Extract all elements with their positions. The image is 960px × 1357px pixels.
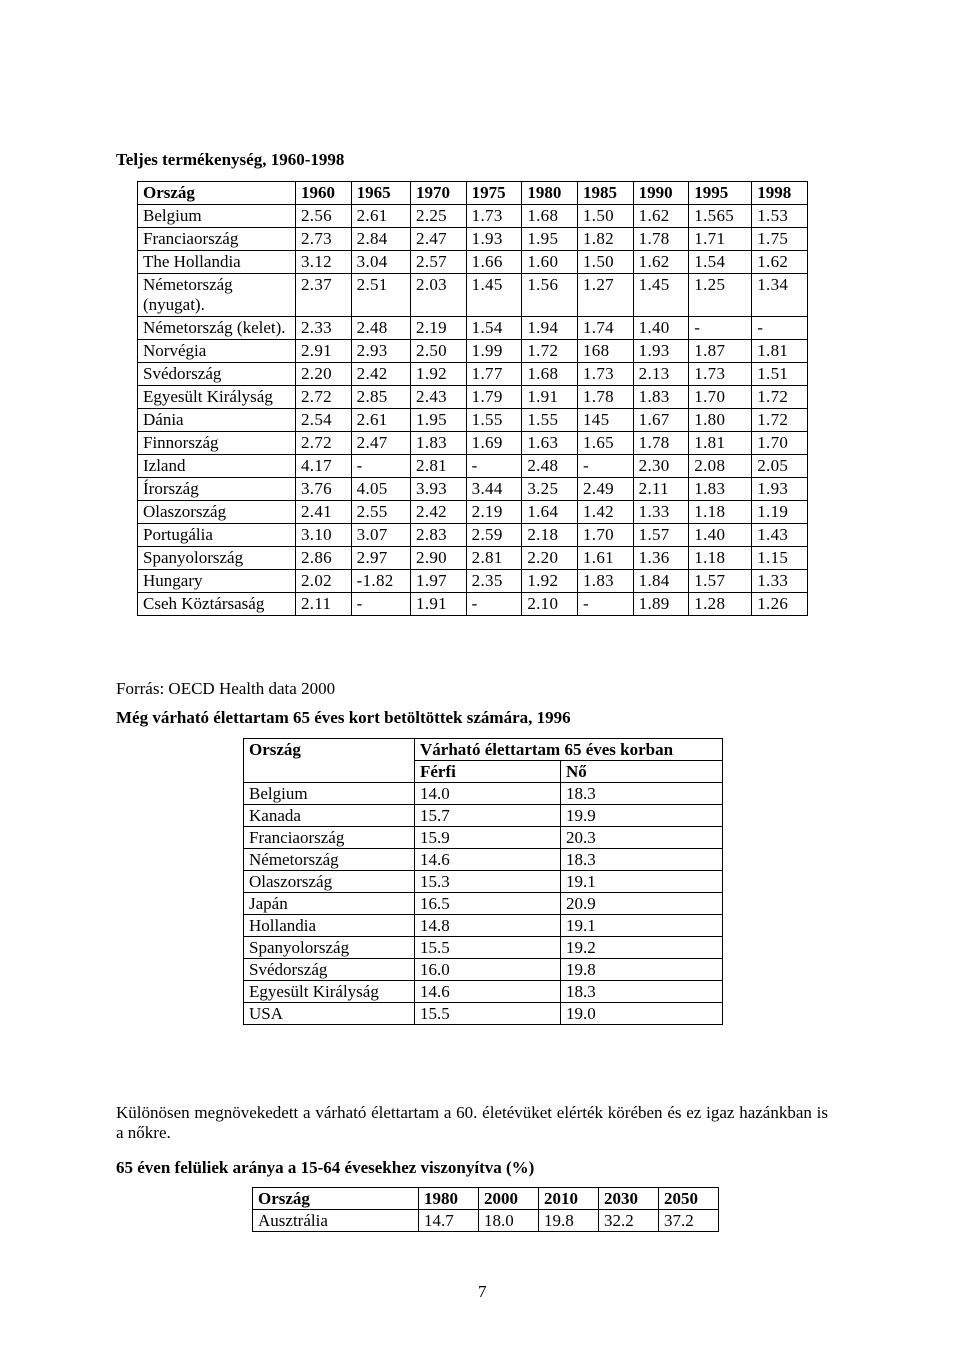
fertility-title: Teljes termékenység, 1960-1998 xyxy=(116,150,345,169)
value-cell: 1.93 xyxy=(466,228,522,251)
value-cell: 1.61 xyxy=(577,547,633,570)
fertility-header-cell: 1990 xyxy=(633,182,689,205)
value-cell: 2.37 xyxy=(296,274,352,317)
fertility-row xyxy=(138,501,808,524)
country-cell: Hollandia xyxy=(244,915,415,937)
value-cell: 19.1 xyxy=(561,915,723,937)
value-cell: 1.67 xyxy=(633,409,689,432)
value-cell: 20.9 xyxy=(561,893,723,915)
fertility-row xyxy=(138,228,808,251)
value-cell: 2.20 xyxy=(522,547,578,570)
fertility-row xyxy=(138,455,808,478)
value-cell: 2.43 xyxy=(411,386,467,409)
value-cell: 1.15 xyxy=(752,547,808,570)
value-cell: 1.91 xyxy=(411,593,467,616)
fertility-table-body xyxy=(138,205,808,616)
value-cell: 2.42 xyxy=(411,501,467,524)
value-cell: 3.25 xyxy=(522,478,578,501)
value-cell: 2.41 xyxy=(296,501,352,524)
value-cell: 2.54 xyxy=(296,409,352,432)
value-cell: 2.03 xyxy=(411,274,467,317)
fertility-row xyxy=(138,317,808,340)
value-cell: 16.5 xyxy=(415,893,561,915)
value-cell: 1.33 xyxy=(752,570,808,593)
value-cell: 2.33 xyxy=(296,317,352,340)
fertility-row xyxy=(138,593,808,616)
value-cell: 1.57 xyxy=(689,570,752,593)
value-cell: 1.78 xyxy=(577,386,633,409)
life-expectancy-row xyxy=(244,937,723,959)
value-cell: 18.0 xyxy=(479,1210,539,1232)
value-cell: 18.3 xyxy=(561,981,723,1003)
fertility-header-cell: 1965 xyxy=(351,182,410,205)
value-cell: 1.69 xyxy=(466,432,522,455)
value-cell: - xyxy=(351,593,410,616)
value-cell: 1.45 xyxy=(633,274,689,317)
life-expectancy-header-country: Ország xyxy=(244,739,415,783)
life-expectancy-table xyxy=(243,738,723,1025)
country-cell: Franciaország xyxy=(244,827,415,849)
value-cell: 1.57 xyxy=(633,524,689,547)
country-cell: Belgium xyxy=(138,205,296,228)
value-cell: 1.45 xyxy=(466,274,522,317)
value-cell: 2.25 xyxy=(411,205,467,228)
value-cell: 1.95 xyxy=(522,228,578,251)
country-cell: Franciaország xyxy=(138,228,296,251)
value-cell: 1.70 xyxy=(689,386,752,409)
fertility-header-cell: 1998 xyxy=(752,182,808,205)
ratio-header-cell: 2000 xyxy=(479,1188,539,1210)
fertility-row xyxy=(138,409,808,432)
ratio-header-cell: 2030 xyxy=(599,1188,659,1210)
value-cell: 1.34 xyxy=(752,274,808,317)
value-cell: 18.3 xyxy=(561,783,723,805)
value-cell: 1.53 xyxy=(752,205,808,228)
value-cell: 2.47 xyxy=(351,432,410,455)
value-cell: 1.18 xyxy=(689,547,752,570)
value-cell: 15.5 xyxy=(415,937,561,959)
value-cell: 4.17 xyxy=(296,455,352,478)
value-cell: 1.81 xyxy=(752,340,808,363)
value-cell: 19.8 xyxy=(561,959,723,981)
value-cell: 2.57 xyxy=(411,251,467,274)
value-cell: 20.3 xyxy=(561,827,723,849)
value-cell: 1.66 xyxy=(466,251,522,274)
country-cell: Olaszország xyxy=(138,501,296,524)
value-cell: 1.73 xyxy=(689,363,752,386)
value-cell: 1.63 xyxy=(522,432,578,455)
value-cell: 1.92 xyxy=(522,570,578,593)
value-cell: 2.19 xyxy=(411,317,467,340)
country-cell: Németország (kelet). xyxy=(138,317,296,340)
fertility-header-row xyxy=(138,182,808,205)
value-cell: 2.91 xyxy=(296,340,352,363)
value-cell: 2.11 xyxy=(633,478,689,501)
value-cell: - xyxy=(689,317,752,340)
value-cell: 2.02 xyxy=(296,570,352,593)
life-expectancy-title: Még várható élettartam 65 éves kort betöltöttek számára, 1996 xyxy=(116,708,571,727)
value-cell: 14.6 xyxy=(415,849,561,871)
value-cell: 2.72 xyxy=(296,386,352,409)
value-cell: 2.97 xyxy=(351,547,410,570)
value-cell: 19.8 xyxy=(539,1210,599,1232)
country-cell: Norvégia xyxy=(138,340,296,363)
value-cell: 1.89 xyxy=(633,593,689,616)
value-cell: 145 xyxy=(577,409,633,432)
value-cell: 14.7 xyxy=(419,1210,479,1232)
country-cell: Ausztrália xyxy=(253,1210,419,1232)
value-cell: 1.91 xyxy=(522,386,578,409)
value-cell: 2.48 xyxy=(522,455,578,478)
fertility-table xyxy=(137,181,808,616)
value-cell: -1.82 xyxy=(351,570,410,593)
fertility-row xyxy=(138,478,808,501)
value-cell: - xyxy=(577,455,633,478)
life-expectancy-row xyxy=(244,1003,723,1025)
value-cell: 1.55 xyxy=(466,409,522,432)
value-cell: 1.51 xyxy=(752,363,808,386)
value-cell: 2.86 xyxy=(296,547,352,570)
value-cell: 1.79 xyxy=(466,386,522,409)
value-cell: 1.50 xyxy=(577,251,633,274)
value-cell: 2.35 xyxy=(466,570,522,593)
fertility-header-cell: 1995 xyxy=(689,182,752,205)
value-cell: 1.64 xyxy=(522,501,578,524)
country-cell: The Hollandia xyxy=(138,251,296,274)
value-cell: 1.82 xyxy=(577,228,633,251)
life-expectancy-row xyxy=(244,827,723,849)
value-cell: 1.84 xyxy=(633,570,689,593)
value-cell: 1.94 xyxy=(522,317,578,340)
value-cell: 1.72 xyxy=(752,386,808,409)
value-cell: 2.51 xyxy=(351,274,410,317)
value-cell: 15.5 xyxy=(415,1003,561,1025)
value-cell: 19.0 xyxy=(561,1003,723,1025)
value-cell: 3.76 xyxy=(296,478,352,501)
value-cell: 2.81 xyxy=(411,455,467,478)
value-cell: 3.93 xyxy=(411,478,467,501)
value-cell: 1.19 xyxy=(752,501,808,524)
value-cell: 1.28 xyxy=(689,593,752,616)
country-cell: Belgium xyxy=(244,783,415,805)
value-cell: - xyxy=(466,455,522,478)
value-cell: 1.80 xyxy=(689,409,752,432)
value-cell: 1.33 xyxy=(633,501,689,524)
value-cell: 3.04 xyxy=(351,251,410,274)
value-cell: 2.72 xyxy=(296,432,352,455)
value-cell: 32.2 xyxy=(599,1210,659,1232)
value-cell: 37.2 xyxy=(659,1210,719,1232)
value-cell: 1.62 xyxy=(752,251,808,274)
fertility-row xyxy=(138,432,808,455)
value-cell: 1.95 xyxy=(411,409,467,432)
value-cell: 1.40 xyxy=(689,524,752,547)
value-cell: 1.73 xyxy=(466,205,522,228)
value-cell: 1.26 xyxy=(752,593,808,616)
value-cell: 1.565 xyxy=(689,205,752,228)
country-cell: Svédország xyxy=(244,959,415,981)
fertility-row xyxy=(138,274,808,317)
ratio-table xyxy=(252,1187,719,1232)
value-cell: 4.05 xyxy=(351,478,410,501)
value-cell: 2.84 xyxy=(351,228,410,251)
country-cell: Finnország xyxy=(138,432,296,455)
value-cell: 1.36 xyxy=(633,547,689,570)
value-cell: 19.2 xyxy=(561,937,723,959)
country-cell: Spanyolország xyxy=(244,937,415,959)
country-cell: Írország xyxy=(138,478,296,501)
life-expectancy-row xyxy=(244,805,723,827)
value-cell: 19.9 xyxy=(561,805,723,827)
value-cell: 1.78 xyxy=(633,228,689,251)
value-cell: 15.9 xyxy=(415,827,561,849)
country-cell: Svédország xyxy=(138,363,296,386)
value-cell: 168 xyxy=(577,340,633,363)
fertility-source: Forrás: OECD Health data 2000 xyxy=(116,679,336,698)
country-cell: Dánia xyxy=(138,409,296,432)
value-cell: 19.1 xyxy=(561,871,723,893)
value-cell: 2.08 xyxy=(689,455,752,478)
value-cell: 2.61 xyxy=(351,205,410,228)
value-cell: 15.3 xyxy=(415,871,561,893)
value-cell: 2.93 xyxy=(351,340,410,363)
value-cell: 1.43 xyxy=(752,524,808,547)
value-cell: 2.47 xyxy=(411,228,467,251)
value-cell: 18.3 xyxy=(561,849,723,871)
value-cell: 1.99 xyxy=(466,340,522,363)
life-expectancy-header-group: Várható élettartam 65 éves korban xyxy=(415,739,723,761)
value-cell: 16.0 xyxy=(415,959,561,981)
ratio-table-body xyxy=(253,1210,719,1232)
ratio-row xyxy=(253,1210,719,1232)
country-cell: Németország xyxy=(244,849,415,871)
value-cell: 1.62 xyxy=(633,251,689,274)
country-cell: Portugália xyxy=(138,524,296,547)
value-cell: 2.55 xyxy=(351,501,410,524)
value-cell: 2.10 xyxy=(522,593,578,616)
value-cell: 1.97 xyxy=(411,570,467,593)
life-expectancy-row xyxy=(244,871,723,893)
life-expectancy-row xyxy=(244,783,723,805)
value-cell: 1.92 xyxy=(411,363,467,386)
value-cell: 2.81 xyxy=(466,547,522,570)
value-cell: 2.50 xyxy=(411,340,467,363)
value-cell: 1.93 xyxy=(633,340,689,363)
value-cell: 2.48 xyxy=(351,317,410,340)
value-cell: 1.42 xyxy=(577,501,633,524)
fertility-row xyxy=(138,363,808,386)
value-cell: 1.54 xyxy=(466,317,522,340)
value-cell: 14.0 xyxy=(415,783,561,805)
value-cell: 2.13 xyxy=(633,363,689,386)
value-cell: 1.78 xyxy=(633,432,689,455)
life-expectancy-header-male: Férfi xyxy=(415,761,561,783)
country-cell: Spanyolország xyxy=(138,547,296,570)
value-cell: - xyxy=(466,593,522,616)
fertility-header-cell: 1975 xyxy=(466,182,522,205)
country-cell: Hungary xyxy=(138,570,296,593)
ratio-header-cell: 1980 xyxy=(419,1188,479,1210)
value-cell: 1.50 xyxy=(577,205,633,228)
value-cell: 2.20 xyxy=(296,363,352,386)
value-cell: 2.85 xyxy=(351,386,410,409)
value-cell: 1.68 xyxy=(522,205,578,228)
value-cell: 1.83 xyxy=(411,432,467,455)
ratio-title: 65 éven felüliek aránya a 15-64 évesekhez viszonyítva (%) xyxy=(116,1158,535,1177)
value-cell: 1.65 xyxy=(577,432,633,455)
page-number: 7 xyxy=(478,1282,487,1301)
life-expectancy-row xyxy=(244,981,723,1003)
country-cell: Kanada xyxy=(244,805,415,827)
value-cell: 1.27 xyxy=(577,274,633,317)
value-cell: 2.73 xyxy=(296,228,352,251)
value-cell: 1.72 xyxy=(522,340,578,363)
fertility-row xyxy=(138,524,808,547)
life-expectancy-header-row xyxy=(244,739,723,761)
value-cell: 2.11 xyxy=(296,593,352,616)
country-cell: Izland xyxy=(138,455,296,478)
value-cell: 15.7 xyxy=(415,805,561,827)
value-cell: 1.87 xyxy=(689,340,752,363)
value-cell: - xyxy=(577,593,633,616)
value-cell: 1.18 xyxy=(689,501,752,524)
value-cell: 3.44 xyxy=(466,478,522,501)
country-cell: Németország (nyugat). xyxy=(138,274,296,317)
life-expectancy-row xyxy=(244,915,723,937)
value-cell: 2.30 xyxy=(633,455,689,478)
value-cell: 1.77 xyxy=(466,363,522,386)
life-expectancy-row xyxy=(244,849,723,871)
country-cell: Japán xyxy=(244,893,415,915)
value-cell: 3.10 xyxy=(296,524,352,547)
value-cell: 1.25 xyxy=(689,274,752,317)
fertility-row xyxy=(138,386,808,409)
value-cell: 1.55 xyxy=(522,409,578,432)
value-cell: 1.75 xyxy=(752,228,808,251)
country-cell: Olaszország xyxy=(244,871,415,893)
value-cell: 2.83 xyxy=(411,524,467,547)
value-cell: 1.56 xyxy=(522,274,578,317)
fertility-header-cell: 1985 xyxy=(577,182,633,205)
value-cell: 1.54 xyxy=(689,251,752,274)
value-cell: 3.12 xyxy=(296,251,352,274)
value-cell: 2.56 xyxy=(296,205,352,228)
value-cell: 1.83 xyxy=(689,478,752,501)
life-expectancy-header-female: Nő xyxy=(561,761,723,783)
value-cell: 1.83 xyxy=(577,570,633,593)
value-cell: 1.62 xyxy=(633,205,689,228)
value-cell: 2.05 xyxy=(752,455,808,478)
value-cell: 2.19 xyxy=(466,501,522,524)
country-cell: Cseh Köztársaság xyxy=(138,593,296,616)
value-cell: 2.49 xyxy=(577,478,633,501)
value-cell: 14.8 xyxy=(415,915,561,937)
value-cell: 1.68 xyxy=(522,363,578,386)
value-cell: 1.93 xyxy=(752,478,808,501)
value-cell: 1.71 xyxy=(689,228,752,251)
value-cell: 2.90 xyxy=(411,547,467,570)
value-cell: 2.61 xyxy=(351,409,410,432)
fertility-row xyxy=(138,547,808,570)
fertility-row xyxy=(138,570,808,593)
value-cell: 1.70 xyxy=(577,524,633,547)
fertility-header-cell: 1980 xyxy=(522,182,578,205)
paragraph: Különösen megnövekedett a várható élettartam a 60. életévüket elérték körében és ez igaz hazánkban is a nőkre. xyxy=(116,1103,828,1142)
life-expectancy-row xyxy=(244,893,723,915)
value-cell: 2.59 xyxy=(466,524,522,547)
value-cell: 1.60 xyxy=(522,251,578,274)
value-cell: - xyxy=(351,455,410,478)
ratio-header-row xyxy=(253,1188,719,1210)
value-cell: 1.73 xyxy=(577,363,633,386)
fertility-row xyxy=(138,205,808,228)
life-expectancy-row xyxy=(244,959,723,981)
fertility-header-cell: 1960 xyxy=(296,182,352,205)
value-cell: 2.18 xyxy=(522,524,578,547)
value-cell: - xyxy=(752,317,808,340)
value-cell: 1.74 xyxy=(577,317,633,340)
ratio-header-cell: 2010 xyxy=(539,1188,599,1210)
value-cell: 1.72 xyxy=(752,409,808,432)
fertility-header-cell: 1970 xyxy=(411,182,467,205)
fertility-row xyxy=(138,251,808,274)
value-cell: 1.81 xyxy=(689,432,752,455)
value-cell: 14.6 xyxy=(415,981,561,1003)
country-cell: USA xyxy=(244,1003,415,1025)
country-cell: Egyesült Királyság xyxy=(244,981,415,1003)
fertility-header-cell: Ország xyxy=(138,182,296,205)
ratio-header-cell: Ország xyxy=(253,1188,419,1210)
value-cell: 1.40 xyxy=(633,317,689,340)
value-cell: 1.70 xyxy=(752,432,808,455)
value-cell: 3.07 xyxy=(351,524,410,547)
ratio-header-cell: 2050 xyxy=(659,1188,719,1210)
value-cell: 1.83 xyxy=(633,386,689,409)
value-cell: 2.42 xyxy=(351,363,410,386)
fertility-row xyxy=(138,340,808,363)
life-expectancy-table-body xyxy=(244,783,723,1025)
country-cell: Egyesült Királyság xyxy=(138,386,296,409)
